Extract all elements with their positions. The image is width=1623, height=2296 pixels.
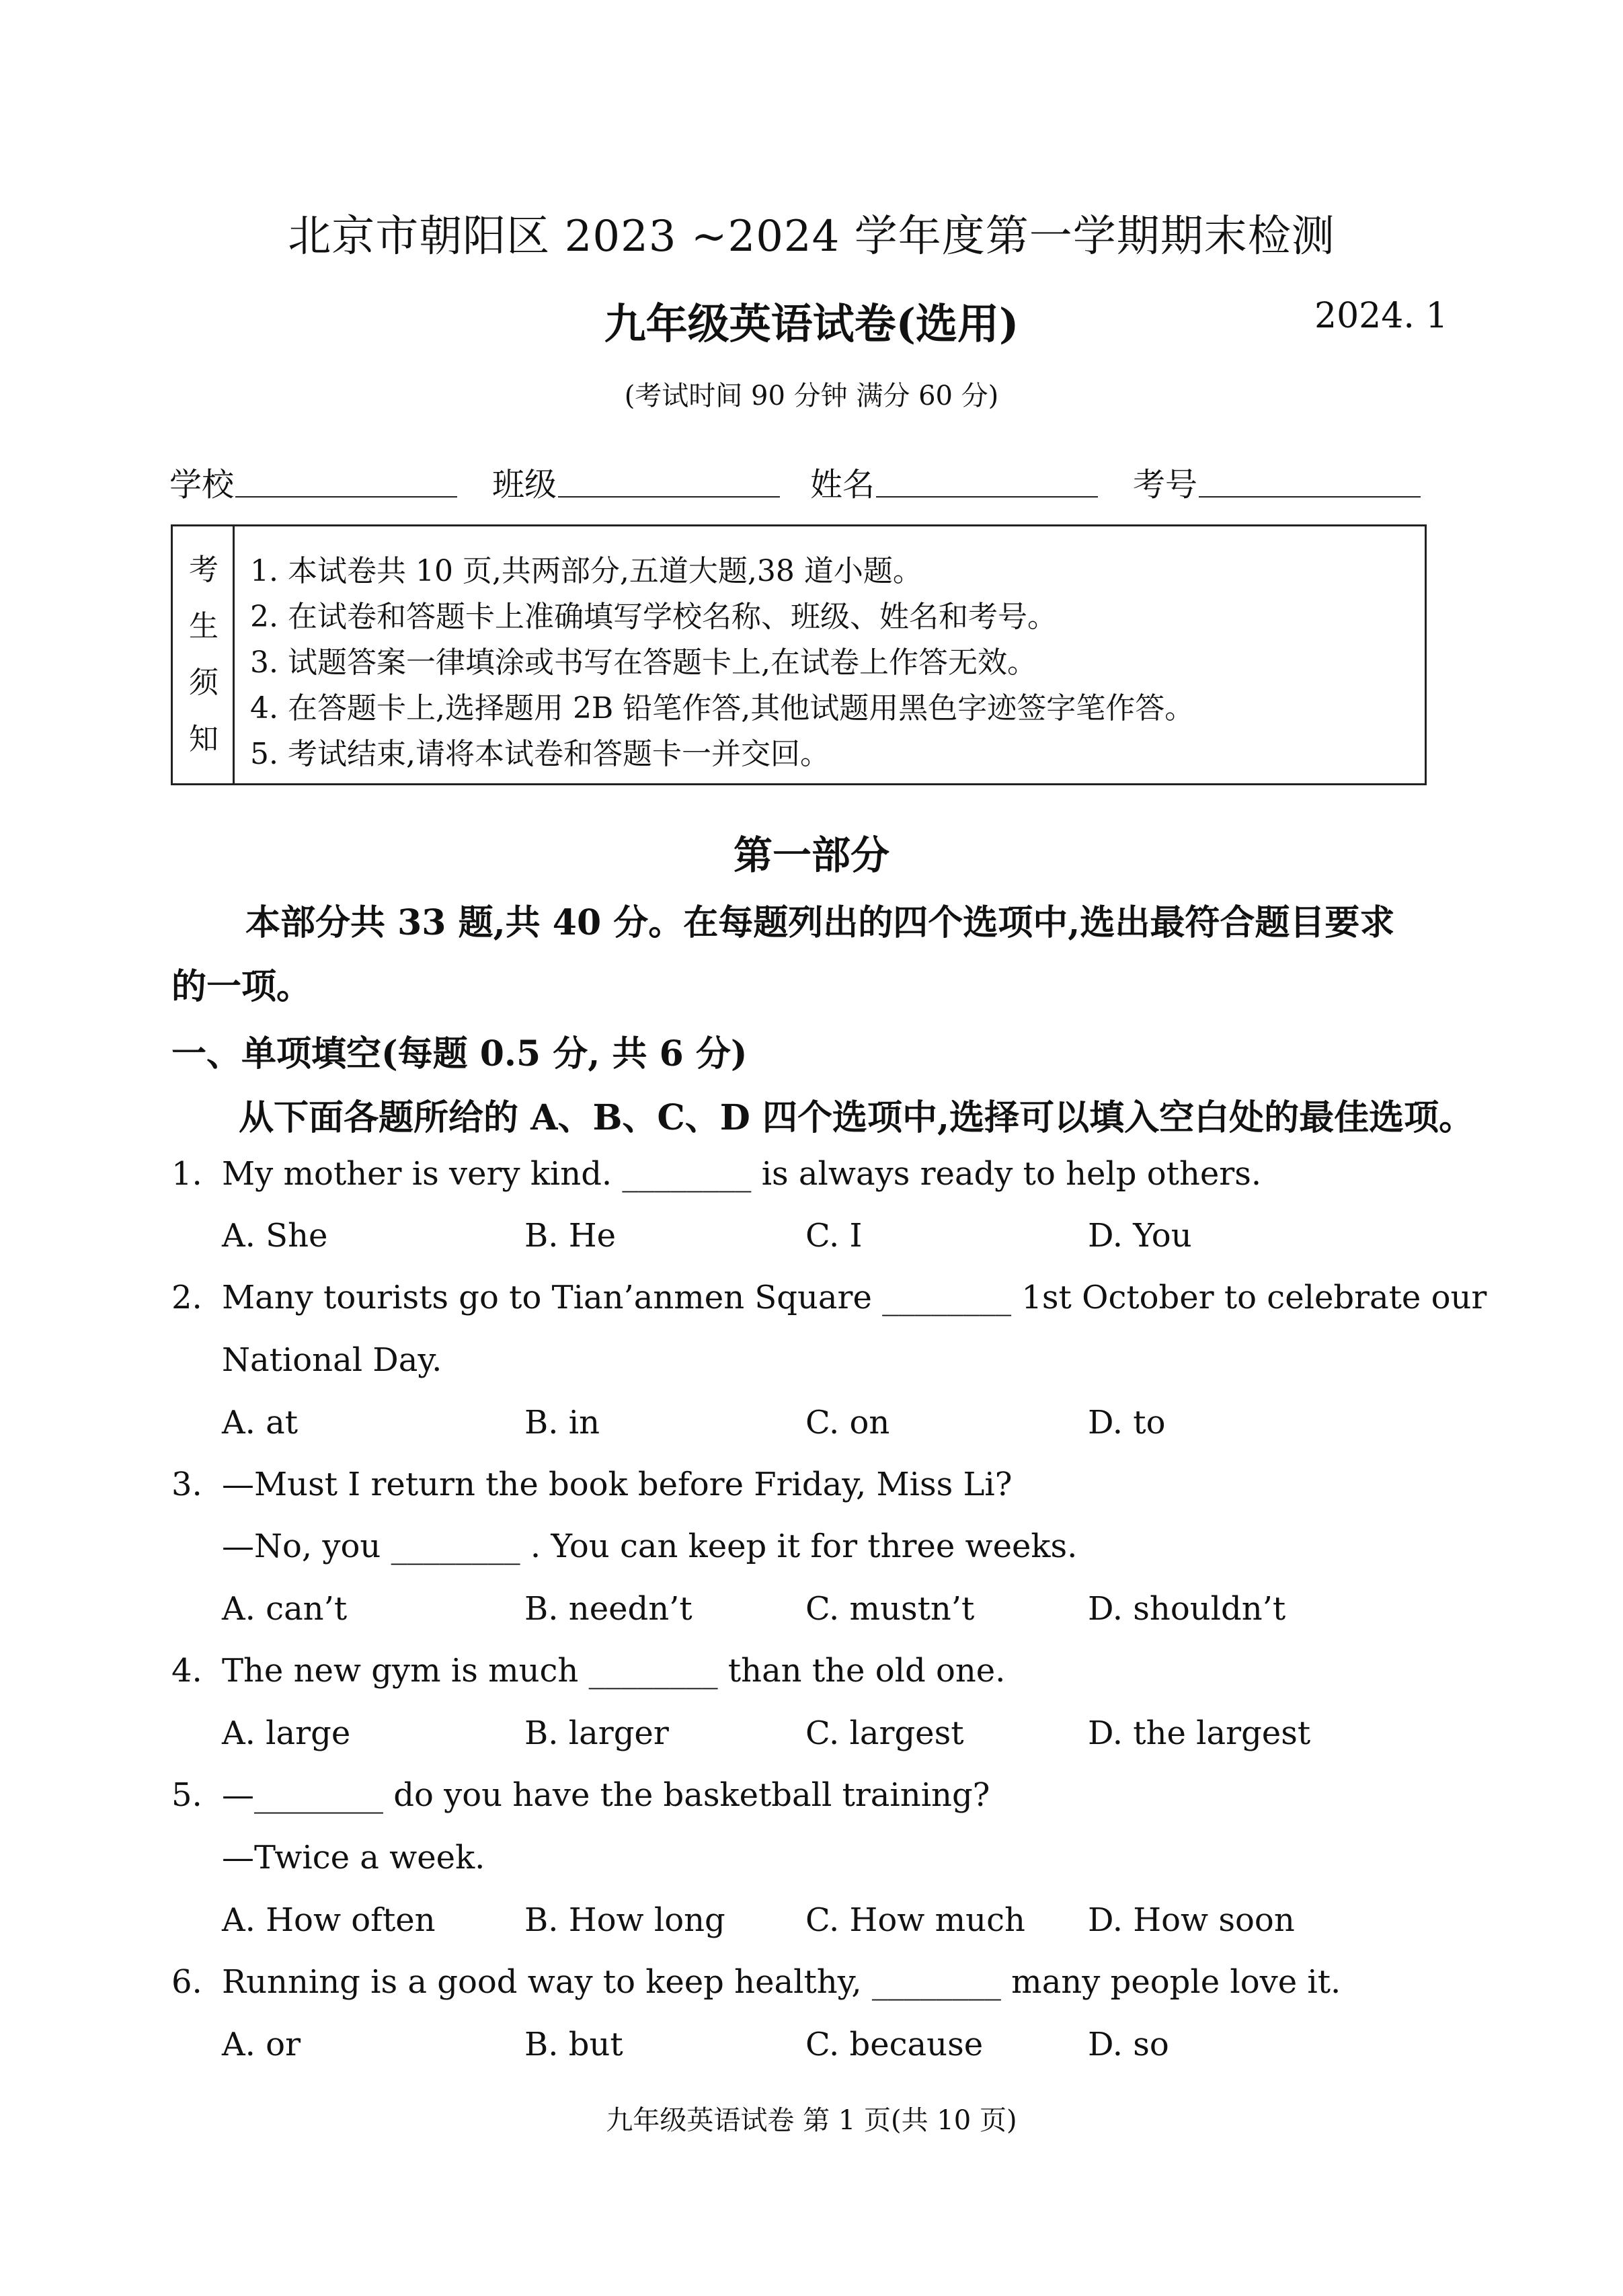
option-d[interactable]: D. the largest — [1088, 1714, 1311, 1752]
option-c[interactable]: C. on — [805, 1404, 890, 1441]
part-one-intro-cont: 的一项。 — [171, 966, 312, 1007]
question-text: My mother is very kind. ________ is always ready to help others. — [222, 1155, 1262, 1193]
notice-item: 4. 在答题卡上,选择题用 2B 铅笔作答,其他试题用黑色字迹签字笔作答。 — [250, 691, 1195, 725]
part-one-intro: 本部分共 33 题,共 40 分。在每题列出的四个选项中,选出最符合题目要求 — [245, 902, 1395, 943]
candidate-notice-box — [171, 524, 1427, 785]
question-number: 2. — [171, 1279, 202, 1316]
option-a[interactable]: A. can’t — [222, 1590, 348, 1628]
question-text-cont: National Day. — [222, 1341, 442, 1379]
question-number: 5. — [171, 1776, 202, 1814]
exam-time-info: (考试时间 90 分钟 满分 60 分) — [624, 381, 999, 411]
question-number: 3. — [171, 1466, 202, 1503]
question-text: —________ do you have the basketball training? — [222, 1776, 990, 1814]
school-field[interactable] — [235, 496, 457, 498]
option-d[interactable]: D. so — [1088, 2026, 1169, 2063]
option-d[interactable]: D. to — [1088, 1404, 1166, 1441]
question-text: The new gym is much ________ than the old one. — [222, 1652, 1006, 1690]
notice-item: 1. 本试卷共 10 页,共两部分,五道大题,38 道小题。 — [250, 554, 922, 588]
exam-number-field[interactable] — [1199, 496, 1421, 498]
option-c[interactable]: C. mustn’t — [805, 1590, 975, 1628]
exam-number-label: 考号 — [1133, 466, 1198, 504]
question-number: 1. — [171, 1155, 202, 1193]
option-c[interactable]: C. I — [805, 1217, 863, 1255]
exam-date: 2024. 1 — [1314, 296, 1448, 336]
question-text-cont: —Twice a week. — [222, 1839, 485, 1876]
option-a[interactable]: A. at — [222, 1404, 299, 1441]
question-text: Running is a good way to keep healthy, ________ many people love it. — [222, 1963, 1341, 2001]
option-b[interactable]: B. in — [524, 1404, 600, 1441]
option-d[interactable]: D. shouldn’t — [1088, 1590, 1286, 1628]
section-title: 一、单项填空(每题 0.5 分, 共 6 分) — [171, 1033, 748, 1074]
exam-subtitle: 九年级英语试卷(选用) — [604, 299, 1019, 348]
question-text: —Must I return the book before Friday, Miss Li? — [222, 1466, 1013, 1503]
option-d[interactable]: D. How soon — [1088, 1901, 1295, 1939]
notice-heading-char: 考 — [189, 553, 219, 587]
class-field[interactable] — [558, 496, 780, 498]
option-b[interactable]: B. but — [524, 2026, 623, 2063]
option-b[interactable]: B. He — [524, 1217, 617, 1255]
notice-item: 2. 在试卷和答题卡上准确填写学校名称、班级、姓名和考号。 — [250, 600, 1057, 634]
name-field[interactable] — [876, 496, 1098, 498]
notice-item: 5. 考试结束,请将本试卷和答题卡一并交回。 — [250, 737, 830, 771]
notice-item: 3. 试题答案一律填涂或书写在答题卡上,在试卷上作答无效。 — [250, 645, 1037, 680]
question-text-cont: —No, you ________ . You can keep it for three weeks. — [222, 1528, 1078, 1565]
option-c[interactable]: C. largest — [805, 1714, 964, 1752]
option-b[interactable]: B. larger — [524, 1714, 669, 1752]
school-label: 学校 — [169, 466, 235, 504]
question-text: Many tourists go to Tian’anmen Square ________ 1st October to celebrate our — [222, 1279, 1487, 1316]
option-a[interactable]: A. She — [222, 1217, 328, 1255]
class-label: 班级 — [492, 466, 557, 504]
option-b[interactable]: B. How long — [524, 1901, 725, 1939]
notice-heading-char: 生 — [189, 609, 219, 643]
question-number: 4. — [171, 1652, 202, 1690]
name-label: 姓名 — [810, 466, 875, 504]
option-c[interactable]: C. because — [805, 2026, 984, 2063]
option-a[interactable]: A. or — [222, 2026, 301, 2063]
option-b[interactable]: B. needn’t — [524, 1590, 692, 1628]
option-c[interactable]: C. How much — [805, 1901, 1025, 1939]
part-one-title: 第一部分 — [733, 832, 889, 878]
option-a[interactable]: A. How often — [222, 1901, 436, 1939]
notice-heading-char: 须 — [189, 666, 219, 700]
exam-title: 北京市朝阳区 2023 ~2024 学年度第一学期期末检测 — [288, 212, 1335, 262]
option-d[interactable]: D. You — [1088, 1217, 1192, 1255]
option-a[interactable]: A. large — [222, 1714, 351, 1752]
question-number: 6. — [171, 1963, 202, 2001]
notice-heading — [173, 526, 235, 783]
page-footer: 九年级英语试卷 第 1 页(共 10 页) — [606, 2105, 1017, 2136]
section-instruction: 从下面各题所给的 A、B、C、D 四个选项中,选择可以填入空白处的最佳选项。 — [239, 1097, 1474, 1138]
notice-heading-char: 知 — [189, 722, 219, 756]
